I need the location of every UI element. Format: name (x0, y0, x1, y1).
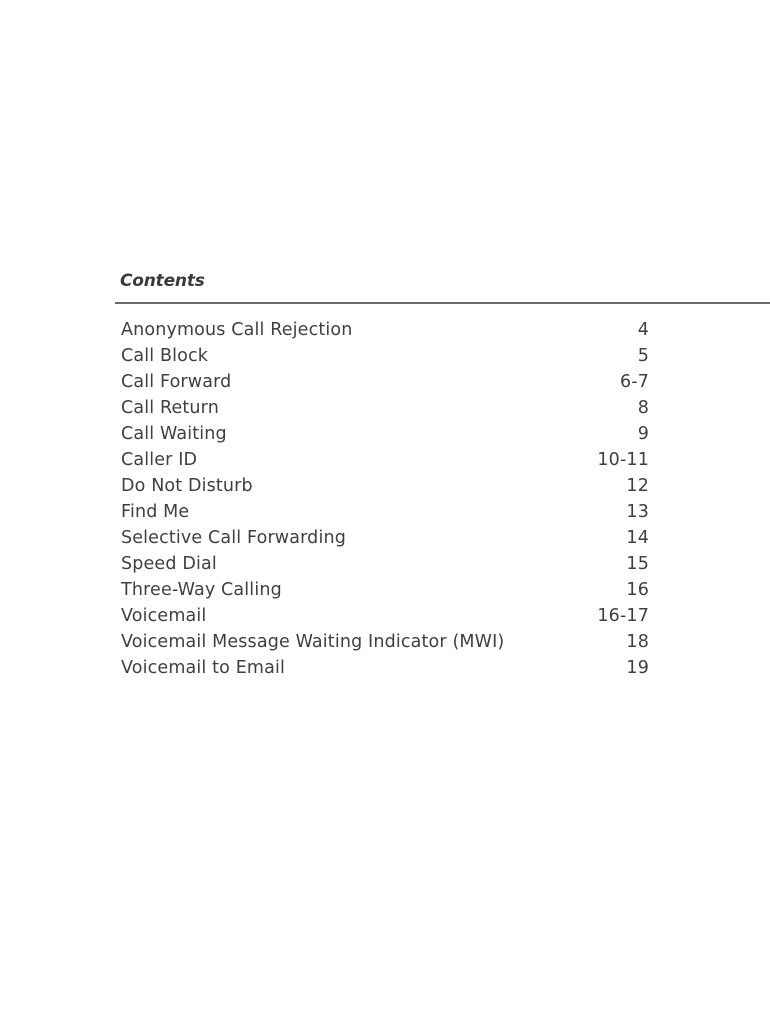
toc-entry-page: 18 (626, 632, 649, 652)
toc-entry-title: Speed Dial (121, 554, 217, 574)
toc-entry-three-way-calling[interactable] (121, 577, 649, 603)
toc-entry-page: 19 (626, 658, 649, 678)
toc-entry-title: Call Forward (121, 372, 232, 392)
toc-entry-title: Call Return (121, 398, 219, 418)
contents-heading: Contents (120, 271, 205, 291)
toc-entry-title: Find Me (121, 502, 190, 522)
toc-entry-page: 5 (637, 346, 649, 366)
toc-entry-page: 16 (626, 580, 649, 600)
toc-entry-caller-id[interactable] (121, 447, 649, 473)
toc-entry-page: 14 (626, 528, 649, 548)
toc-entry-title: Caller ID (121, 450, 198, 470)
toc-entry-title: Anonymous Call Rejection (121, 320, 353, 340)
toc-entry-page: 8 (637, 398, 649, 418)
heading-divider (115, 302, 770, 304)
toc-entry-voicemail[interactable] (121, 603, 649, 629)
toc-entry-page: 9 (637, 424, 649, 444)
toc-entry-find-me[interactable] (121, 499, 649, 525)
toc-entry-title: Three-Way Calling (121, 580, 282, 600)
toc-entry-page: 6-7 (619, 372, 649, 392)
toc-entry-call-waiting[interactable] (121, 421, 649, 447)
toc-entry-call-block[interactable] (121, 343, 649, 369)
toc-entry-speed-dial[interactable] (121, 551, 649, 577)
toc-entry-call-forward[interactable] (121, 369, 649, 395)
toc-entry-anonymous-call-rejection[interactable] (121, 317, 649, 343)
toc-entry-title: Voicemail to Email (121, 658, 286, 678)
toc-entry-title: Voicemail (121, 606, 207, 626)
toc-entry-page: 10-11 (597, 450, 649, 470)
toc-entry-page: 4 (637, 320, 649, 340)
toc-entry-page: 15 (626, 554, 649, 574)
toc-entry-title: Call Waiting (121, 424, 227, 444)
toc-entry-selective-call-forwarding[interactable] (121, 525, 649, 551)
toc-entry-page: 16-17 (597, 606, 649, 626)
toc-entry-call-return[interactable] (121, 395, 649, 421)
toc-entry-title: Do Not Disturb (121, 476, 253, 496)
toc-entry-voicemail-mwi[interactable] (121, 629, 649, 655)
toc-entry-title: Voicemail Message Waiting Indicator (MWI) (121, 632, 505, 652)
toc-entry-title: Selective Call Forwarding (121, 528, 346, 548)
toc-entry-do-not-disturb[interactable] (121, 473, 649, 499)
toc-entry-title: Call Block (121, 346, 209, 366)
toc-entry-page: 13 (626, 502, 649, 522)
table-of-contents (121, 317, 649, 681)
toc-entry-voicemail-to-email[interactable] (121, 655, 649, 681)
toc-entry-page: 12 (626, 476, 649, 496)
